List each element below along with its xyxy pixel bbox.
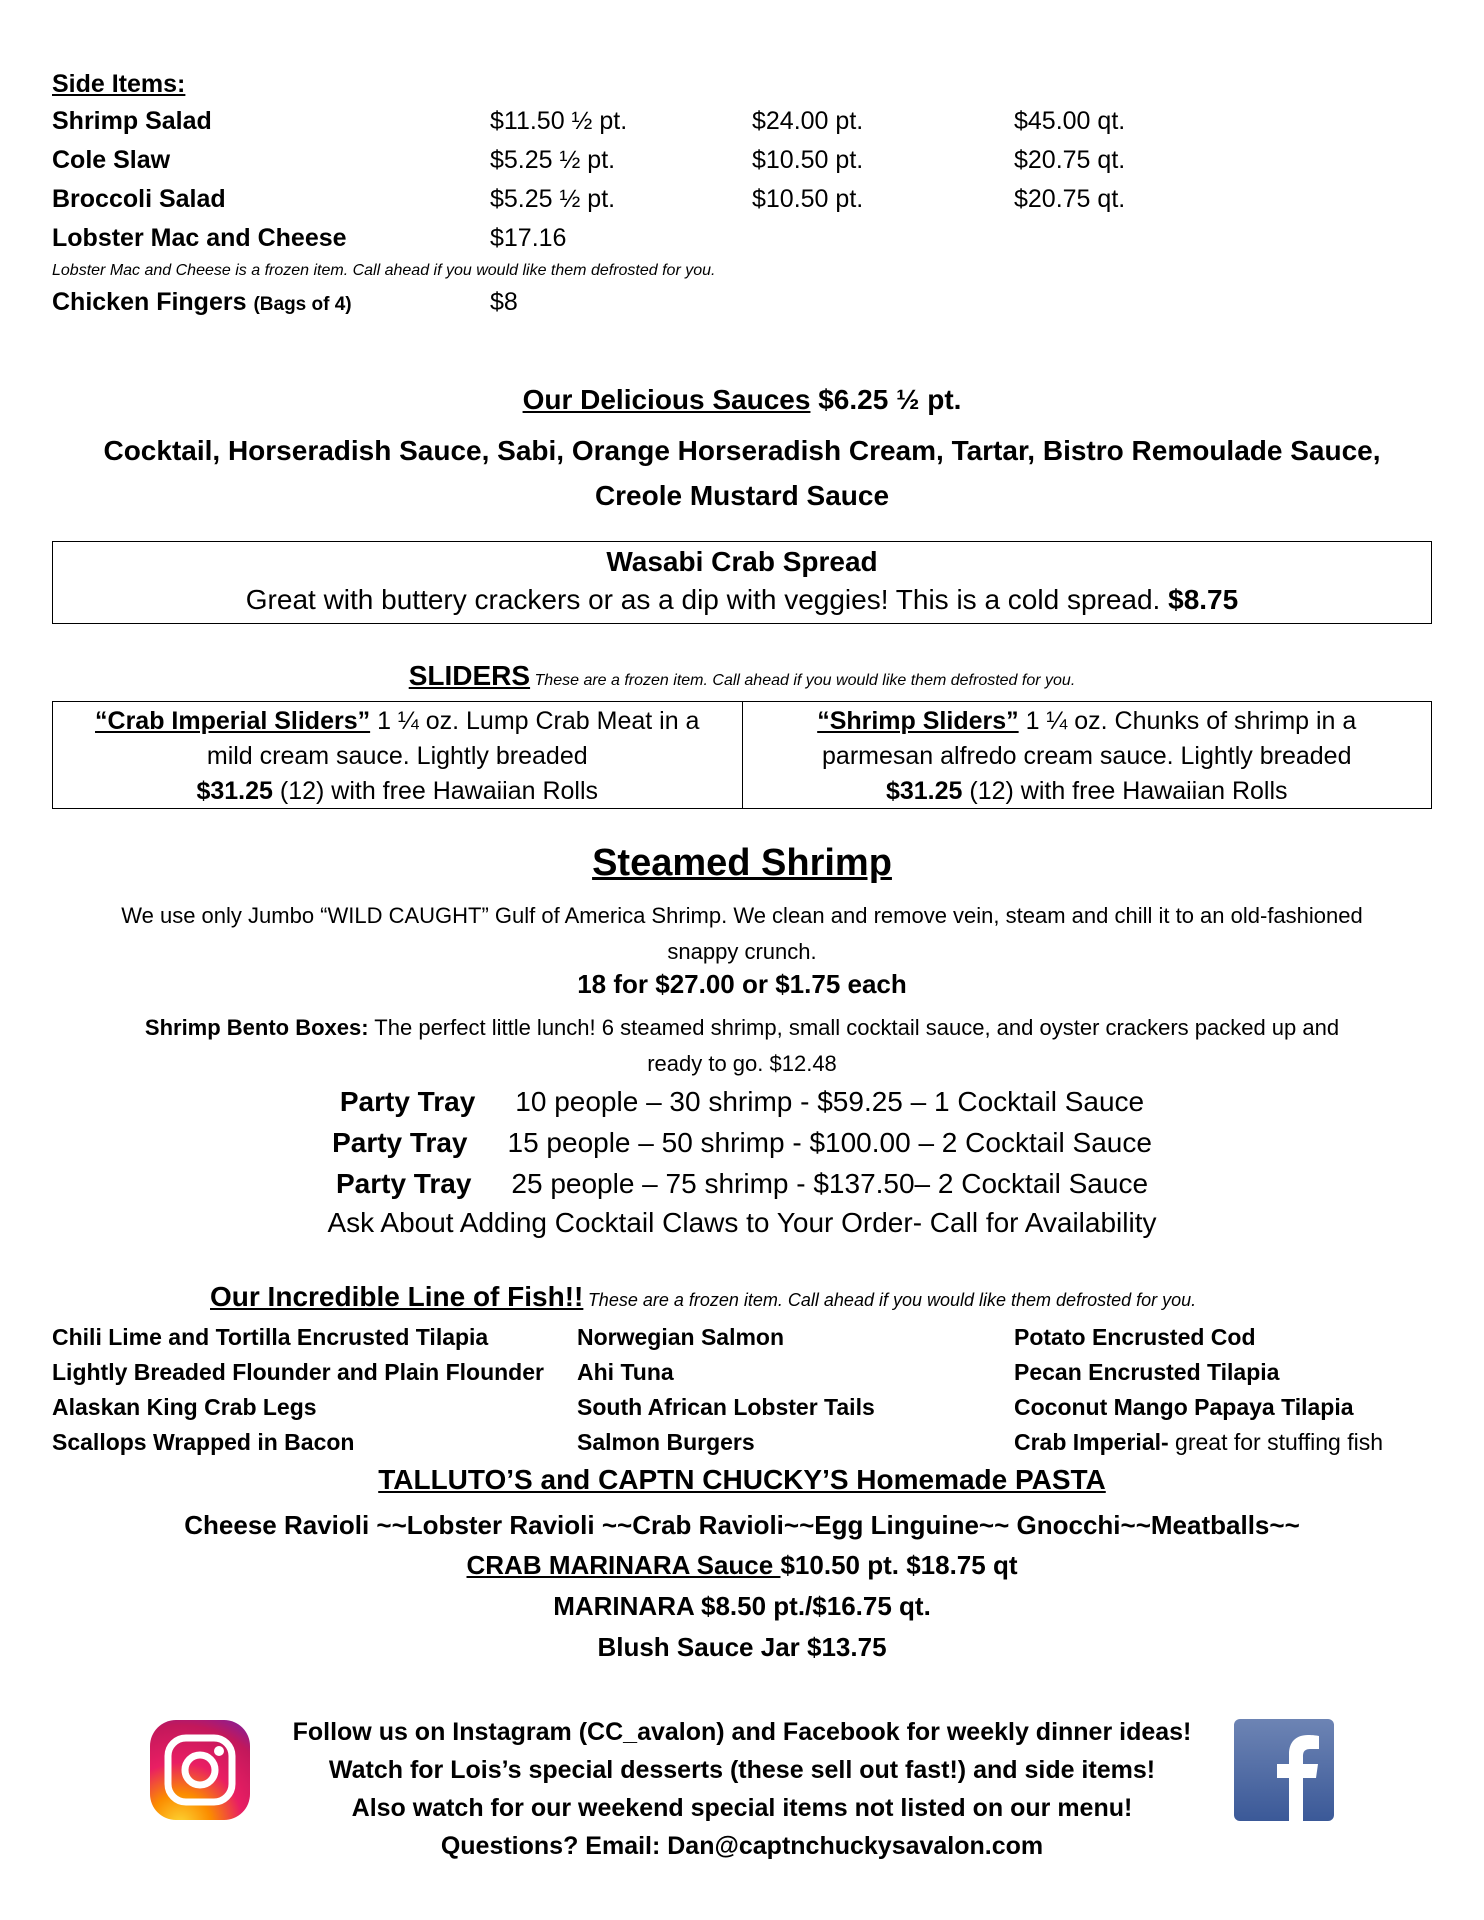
item-price-half-pint: $5.25 ½ pt.	[490, 185, 616, 213]
sauces-heading	[0, 384, 1484, 416]
facebook-icon-graphic	[1233, 1718, 1335, 1822]
party-tray-text: 10 people – 30 shrimp - $59.25 – 1 Cocktail Sauce	[515, 1086, 1145, 1117]
footer-line: Also watch for our weekend special items not listed on our menu!	[351, 1794, 1133, 1822]
fish-item: Chili Lime and Tortilla Encrusted Tilapia	[52, 1324, 489, 1350]
slider-price: $31.25	[196, 777, 273, 805]
item-name: Broccoli Salad	[52, 185, 226, 213]
footer-line: Watch for Lois’s special desserts (these sell out fast!) and side items!	[328, 1756, 1156, 1784]
pasta-list: Cheese Ravioli ~~Lobster Ravioli ~~Crab Ravioli~~Egg Linguine~~ Gnocchi~~Meatballs~~	[184, 1510, 1300, 1540]
fish-item: Lightly Breaded Flounder and Plain Flounder	[52, 1359, 544, 1385]
fish-heading	[210, 1281, 1196, 1313]
fish-column	[1014, 1320, 1383, 1460]
item-price-half-pint: $5.25 ½ pt.	[490, 146, 616, 174]
slider-desc: 1 ¼ oz. Lump Crab Meat in a	[370, 707, 700, 735]
slider-line	[53, 704, 742, 739]
steamed-shrimp-price: 18 for $27.00 or $1.75 each	[577, 969, 907, 999]
slider-line	[743, 704, 1432, 739]
wasabi-desc-text: Great with buttery crackers or as a dip with veggies! This is a cold spread.	[245, 584, 1161, 615]
steamed-shrimp-description	[50, 898, 1434, 970]
party-tray-row	[0, 1168, 1484, 1200]
crab-marinara-price: $10.50 pt. $18.75 qt	[780, 1550, 1018, 1580]
item-price-quart: $20.75 qt.	[1014, 185, 1126, 213]
side-item-row	[52, 107, 1352, 143]
bento-line: ready to go. $12.48	[647, 1051, 837, 1076]
slider-tail: (12) with free Hawaiian Rolls	[962, 777, 1288, 805]
sauces-list-line: Creole Mustard Sauce	[594, 480, 890, 511]
item-price-quart: $20.75 qt.	[1014, 146, 1126, 174]
fish-item: Coconut Mango Papaya Tilapia	[1014, 1394, 1354, 1420]
chicken-fingers-note: (Bags of 4)	[253, 294, 352, 315]
slider-desc: 1 ¼ oz. Chunks of shrimp in a	[1018, 707, 1357, 735]
cocktail-claws-note: Ask About Adding Cocktail Claws to Your Order- Call for Availability	[327, 1207, 1157, 1238]
item-price-pint: $10.50 pt.	[752, 146, 864, 174]
item-price-pint: $24.00 pt.	[752, 107, 864, 135]
fish-item: Potato Encrusted Cod	[1014, 1324, 1256, 1350]
slider-line	[53, 774, 742, 809]
crab-marinara-label: CRAB MARINARA Sauce	[466, 1550, 781, 1580]
footer-email-line[interactable]: Questions? Email: Dan@captnchuckysavalon.com	[440, 1832, 1044, 1860]
bento-label: Shrimp Bento Boxes:	[144, 1015, 369, 1040]
fish-title: Our Incredible Line of Fish!!	[210, 1281, 584, 1312]
sliders-note: These are a frozen item. Call ahead if you would like them defrosted for you.	[534, 672, 1076, 689]
item-name: Lobster Mac and Cheese	[52, 224, 347, 252]
crab-marinara-line	[0, 1550, 1484, 1581]
item-name: Cole Slaw	[52, 146, 171, 174]
item-price-half-pint: $11.50 ½ pt.	[490, 107, 628, 135]
chicken-fingers-name: Chicken Fingers	[52, 288, 247, 316]
item-name	[52, 288, 352, 317]
side-items-heading: Side Items:	[52, 70, 186, 98]
fish-item: Norwegian Salmon	[577, 1324, 785, 1350]
item-price-quart: $45.00 qt.	[1014, 107, 1126, 135]
slider-cell	[742, 702, 1432, 808]
desc-line: snappy crunch.	[667, 939, 817, 964]
party-tray-row	[0, 1127, 1484, 1159]
slider-line	[743, 774, 1432, 809]
side-item-row	[52, 185, 1352, 221]
wasabi-title: Wasabi Crab Spread	[606, 546, 878, 577]
bento-box-description	[50, 1010, 1434, 1082]
fish-item: Salmon Burgers	[577, 1429, 755, 1455]
marinara-line: MARINARA $8.50 pt./$16.75 qt.	[553, 1591, 931, 1621]
fish-item-name: Crab Imperial-	[1014, 1429, 1169, 1455]
side-item-row	[52, 224, 1352, 260]
party-tray-label: Party Tray	[332, 1127, 468, 1158]
fish-item: South African Lobster Tails	[577, 1394, 875, 1420]
fish-column	[52, 1320, 544, 1460]
slider-line: mild cream sauce. Lightly breaded	[206, 742, 588, 770]
item-price: $8	[490, 288, 518, 316]
fish-item-note: great for stuffing fish	[1168, 1429, 1384, 1455]
party-tray-label: Party Tray	[335, 1168, 472, 1199]
fish-item: Ahi Tuna	[577, 1359, 674, 1385]
bento-line	[50, 1010, 1434, 1046]
fish-item	[1014, 1425, 1383, 1460]
item-name: Shrimp Salad	[52, 107, 212, 135]
party-tray-row	[0, 1086, 1484, 1118]
slider-cell	[53, 702, 742, 808]
steamed-shrimp-title: Steamed Shrimp	[592, 842, 892, 884]
sauces-title: Our Delicious Sauces	[522, 384, 811, 415]
sauces-price: $6.25 ½ pt.	[818, 384, 962, 415]
desc-line: We use only Jumbo “WILD CAUGHT” Gulf of America Shrimp. We clean and remove vein, steam and chill it to an old-fashioned	[121, 903, 1363, 928]
footer-line: Follow us on Instagram (CC_avalon) and Facebook for weekly dinner ideas!	[292, 1718, 1192, 1746]
fish-item: Scallops Wrapped in Bacon	[52, 1429, 355, 1455]
side-item-row	[52, 146, 1352, 182]
wasabi-description	[53, 584, 1431, 616]
fish-item: Alaskan King Crab Legs	[52, 1394, 317, 1420]
sauces-list	[50, 428, 1434, 518]
fish-column	[577, 1320, 875, 1460]
facebook-icon[interactable]	[1233, 1718, 1335, 1822]
sauces-list-line: Cocktail, Horseradish Sauce, Sabi, Orange Horseradish Cream, Tartar, Bistro Remoulade Sauce,	[103, 435, 1381, 466]
party-tray-label: Party Tray	[339, 1086, 476, 1117]
sliders-title: SLIDERS	[408, 660, 531, 691]
item-price-pint: $10.50 pt.	[752, 185, 864, 213]
slider-name: “Crab Imperial Sliders”	[95, 707, 371, 735]
item-price: $17.16	[490, 224, 567, 252]
wasabi-crab-spread-box	[52, 541, 1432, 624]
party-tray-text: 25 people – 75 shrimp - $137.50– 2 Cocktail Sauce	[511, 1168, 1149, 1199]
slider-line: parmesan alfredo cream sauce. Lightly breaded	[822, 742, 1352, 770]
slider-name: “Shrimp Sliders”	[817, 707, 1019, 735]
pasta-title: TALLUTO’S and CAPTN CHUCKY’S Homemade PASTA	[378, 1464, 1106, 1495]
slider-price: $31.25	[885, 777, 963, 805]
fish-note: These are a frozen item. Call ahead if you would like them defrosted for you.	[587, 1290, 1197, 1310]
blush-sauce-line: Blush Sauce Jar $13.75	[597, 1632, 887, 1662]
slider-tail: (12) with free Hawaiian Rolls	[272, 777, 599, 805]
sliders-table	[52, 701, 1432, 809]
lobster-mac-note: Lobster Mac and Cheese is a frozen item. Call ahead if you would like them defrosted for you.	[52, 262, 716, 279]
sliders-heading	[0, 660, 1484, 692]
bento-text: The perfect little lunch! 6 steamed shrimp, small cocktail sauce, and oyster crackers packed up and	[368, 1015, 1340, 1040]
fish-item: Pecan Encrusted Tilapia	[1014, 1359, 1280, 1385]
side-item-row	[52, 288, 1352, 324]
wasabi-price: $8.75	[1168, 584, 1239, 615]
party-tray-text: 15 people – 50 shrimp - $100.00 – 2 Cocktail Sauce	[507, 1127, 1152, 1158]
